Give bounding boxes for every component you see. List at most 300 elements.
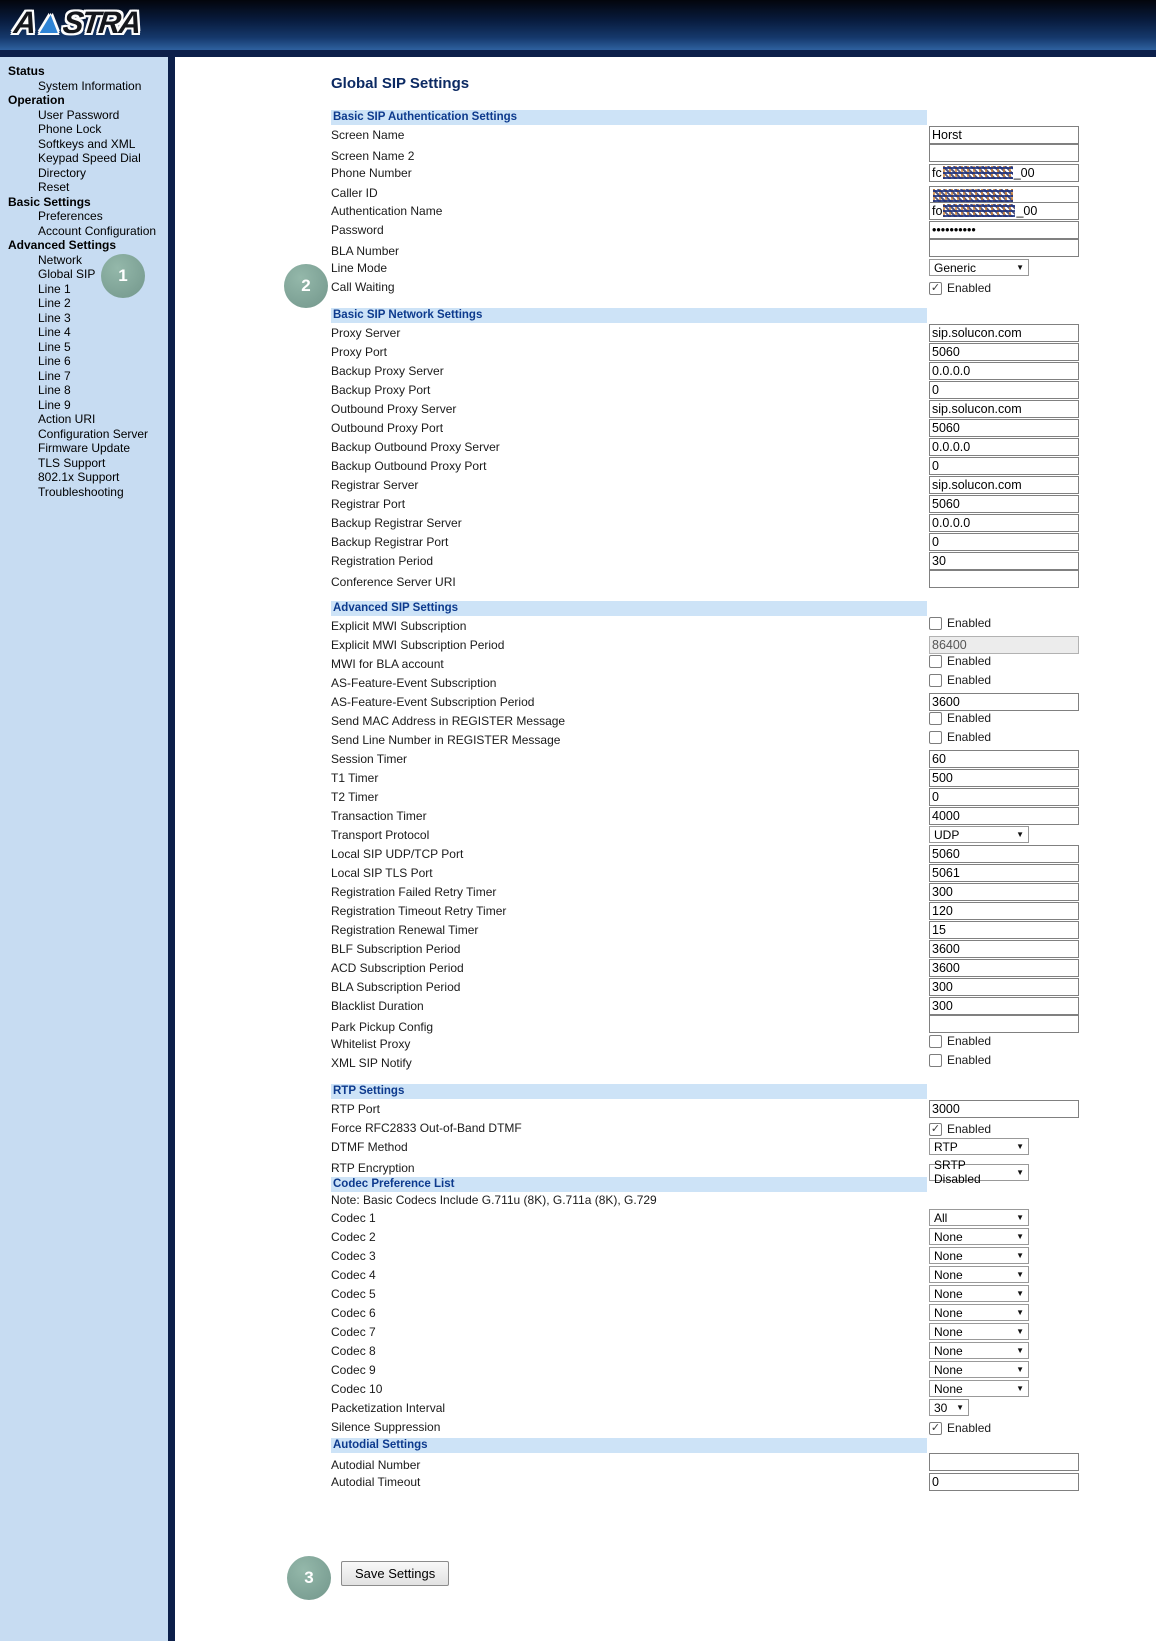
chevron-down-icon: ▼ bbox=[1016, 1327, 1024, 1336]
field-label: Outbound Proxy Server bbox=[331, 401, 457, 416]
field-label: Codec 9 bbox=[331, 1362, 376, 1377]
field-control bbox=[929, 921, 1156, 939]
text-input-registration-failed-retry-timer[interactable]: 300 bbox=[929, 883, 1079, 901]
sidebar-item-phone-lock[interactable]: Phone Lock bbox=[38, 122, 102, 136]
field-control bbox=[929, 1266, 1156, 1284]
field-label: Proxy Port bbox=[331, 344, 388, 359]
text-input-local-sip-tls-port[interactable]: 5061 bbox=[929, 864, 1079, 882]
field-control bbox=[929, 457, 1156, 475]
field-control bbox=[929, 1209, 1156, 1227]
field-control bbox=[929, 1361, 1156, 1379]
text-input-registration-renewal-timer[interactable]: 15 bbox=[929, 921, 1079, 939]
redacted-prefix: fo bbox=[932, 203, 943, 218]
logo-triangle-icon: ▲ bbox=[32, 5, 65, 40]
select-value: None bbox=[934, 1229, 963, 1244]
field-control bbox=[929, 552, 1156, 570]
sidebar-item-troubleshooting[interactable]: Troubleshooting bbox=[38, 484, 124, 499]
form-row-codec-2 bbox=[331, 1227, 1156, 1246]
chevron-down-icon: ▼ bbox=[1016, 1308, 1024, 1317]
sidebar-item-account-configuration[interactable]: Account Configuration bbox=[38, 223, 157, 238]
sidebar-item-softkeys-and-xml[interactable]: Softkeys and XML bbox=[38, 136, 136, 151]
form-row-bla-subscription-period bbox=[331, 977, 1156, 996]
form-row-outbound-proxy-server bbox=[331, 399, 1156, 418]
form-row-autodial-timeout bbox=[331, 1472, 1156, 1491]
text-input-registration-period[interactable]: 30 bbox=[929, 552, 1079, 570]
form-row-acd-subscription-period bbox=[331, 958, 1156, 977]
select-codec-2[interactable] bbox=[929, 1228, 1029, 1245]
form-row-caller-id bbox=[331, 182, 1156, 201]
field-control bbox=[929, 419, 1156, 437]
field-label: Silence Suppression bbox=[331, 1419, 441, 1434]
field-control bbox=[929, 400, 1156, 418]
form-row-codec-7 bbox=[331, 1322, 1156, 1341]
checkbox-row-mwi-for-bla-account bbox=[929, 654, 991, 668]
redacted-pixelated-value bbox=[943, 204, 1015, 217]
field-control bbox=[929, 1285, 1156, 1303]
section-header-autodial-settings: Autodial Settings bbox=[331, 1438, 927, 1453]
field-control bbox=[929, 362, 1156, 380]
sidebar-item-line-3[interactable]: Line 3 bbox=[38, 310, 71, 325]
logo-letter: A bbox=[12, 5, 37, 40]
checkbox-row-explicit-mwi-subscription bbox=[929, 616, 991, 630]
save-settings-button[interactable]: Save Settings bbox=[341, 1561, 449, 1586]
annotation-marker-2: 2 bbox=[284, 264, 328, 308]
text-input-registration-timeout-retry-timer[interactable]: 120 bbox=[929, 902, 1079, 920]
field-control bbox=[929, 788, 1156, 806]
field-label: Transaction Timer bbox=[331, 808, 427, 823]
select-value: None bbox=[934, 1248, 963, 1263]
field-label: Password bbox=[331, 222, 384, 237]
field-control bbox=[929, 324, 1156, 342]
sidebar-item-line-7[interactable]: Line 7 bbox=[38, 368, 71, 383]
section-header-rtp-settings: RTP Settings bbox=[331, 1084, 927, 1099]
form-row-codec-3 bbox=[331, 1246, 1156, 1265]
select-value: SRTP Disabled bbox=[934, 1158, 981, 1186]
field-label: Codec 7 bbox=[331, 1324, 376, 1339]
form-row-call-waiting bbox=[331, 277, 1156, 296]
field-label: Blacklist Duration bbox=[331, 998, 424, 1013]
text-input-backup-outbound-proxy-port[interactable]: 0 bbox=[929, 457, 1079, 475]
text-input-blacklist-duration[interactable]: 300 bbox=[929, 997, 1079, 1015]
form-row-backup-registrar-port bbox=[331, 532, 1156, 551]
checkbox-row-send-mac-address-in-register-message bbox=[929, 711, 991, 725]
field-label: MWI for BLA account bbox=[331, 656, 444, 671]
text-input-outbound-proxy-port[interactable]: 5060 bbox=[929, 419, 1079, 437]
field-control bbox=[929, 1418, 1156, 1436]
form-row-transaction-timer bbox=[331, 806, 1156, 825]
form-row-proxy-port bbox=[331, 342, 1156, 361]
field-control bbox=[929, 1342, 1156, 1360]
select-line-mode[interactable] bbox=[929, 259, 1029, 276]
text-input-backup-registrar-port[interactable]: 0 bbox=[929, 533, 1079, 551]
field-label: Transport Protocol bbox=[331, 827, 430, 842]
field-control bbox=[929, 654, 1156, 673]
chevron-down-icon: ▼ bbox=[1016, 263, 1024, 272]
field-control bbox=[929, 164, 1156, 182]
field-control bbox=[929, 514, 1156, 532]
select-dtmf-method[interactable] bbox=[929, 1138, 1029, 1155]
select-value: None bbox=[934, 1324, 963, 1339]
field-label: BLA Subscription Period bbox=[331, 979, 461, 994]
text-input-park-pickup-config[interactable] bbox=[929, 1015, 1079, 1033]
sidebar-nav bbox=[0, 57, 168, 1641]
form-row-backup-outbound-proxy-server bbox=[331, 437, 1156, 456]
field-control bbox=[929, 1380, 1156, 1398]
form-row-registrar-port bbox=[331, 494, 1156, 513]
form-row-conference-server-uri bbox=[331, 570, 1156, 589]
form-row-authentication-name bbox=[331, 201, 1156, 220]
checkbox-row-force-rfc2833-out-of-band-dtmf bbox=[929, 1122, 991, 1136]
aastra-logo bbox=[12, 5, 141, 41]
field-control bbox=[929, 616, 1156, 635]
field-control bbox=[929, 221, 1156, 239]
form-row-outbound-proxy-port bbox=[331, 418, 1156, 437]
field-label: Backup Registrar Server bbox=[331, 515, 462, 530]
field-label: Conference Server URI bbox=[331, 574, 456, 589]
text-input-blf-subscription-period[interactable]: 3600 bbox=[929, 940, 1079, 958]
field-control bbox=[929, 978, 1156, 996]
sidebar-item-network[interactable]: Network bbox=[38, 252, 83, 267]
form-row-bla-number bbox=[331, 239, 1156, 258]
field-label: Outbound Proxy Port bbox=[331, 420, 444, 435]
form-row-codec-9 bbox=[331, 1360, 1156, 1379]
annotation-marker-3: 3 bbox=[287, 1556, 331, 1600]
field-label: T2 Timer bbox=[331, 789, 379, 804]
chevron-down-icon: ▼ bbox=[1016, 1289, 1024, 1298]
sidebar-group-advanced-settings: Advanced Settings bbox=[8, 238, 117, 252]
field-label: ACD Subscription Period bbox=[331, 960, 464, 975]
checkbox-force-rfc2833-out-of-band-dtmf[interactable]: ✓ bbox=[930, 1122, 941, 1135]
logo-letters: STRA bbox=[61, 5, 142, 40]
field-label: Registrar Port bbox=[331, 496, 406, 511]
form-row-rtp-port bbox=[331, 1099, 1156, 1118]
select-value: None bbox=[934, 1305, 963, 1320]
field-label: BLF Subscription Period bbox=[331, 941, 461, 956]
redacted-suffix: _00 bbox=[1013, 165, 1035, 180]
sidebar-item-line-2[interactable]: Line 2 bbox=[38, 296, 71, 310]
field-label: Codec 10 bbox=[331, 1381, 383, 1396]
text-input-backup-proxy-server[interactable]: 0.0.0.0 bbox=[929, 362, 1079, 380]
sidebar-item-line-1[interactable]: Line 1 bbox=[38, 281, 71, 296]
text-input-backup-outbound-proxy-server[interactable]: 0.0.0.0 bbox=[929, 438, 1079, 456]
field-label: Codec 5 bbox=[331, 1286, 376, 1301]
text-input-screen-name-2[interactable] bbox=[929, 144, 1079, 162]
text-input-backup-proxy-port[interactable]: 0 bbox=[929, 381, 1079, 399]
sidebar-item-keypad-speed-dial[interactable]: Keypad Speed Dial bbox=[38, 151, 141, 165]
field-control bbox=[929, 673, 1156, 692]
select-rtp-encryption[interactable] bbox=[929, 1158, 1029, 1186]
sidebar-item-line-9[interactable]: Line 9 bbox=[38, 397, 71, 412]
field-label: Codec 6 bbox=[331, 1305, 376, 1320]
select-value: All bbox=[934, 1210, 948, 1225]
sidebar-item-line-4[interactable]: Line 4 bbox=[38, 325, 71, 339]
page-title: Global SIP Settings bbox=[331, 75, 470, 92]
field-control bbox=[929, 845, 1156, 863]
checkbox-label: Enabled bbox=[947, 281, 992, 295]
field-label: Codec 4 bbox=[331, 1267, 376, 1282]
redacted-pixelated-value bbox=[943, 166, 1013, 179]
text-input-t2-timer[interactable]: 0 bbox=[929, 788, 1079, 806]
field-label: AS-Feature-Event Subscription bbox=[331, 675, 497, 690]
field-control bbox=[929, 864, 1156, 882]
field-label: Explicit MWI Subscription bbox=[331, 618, 467, 633]
checkbox-whitelist-proxy[interactable] bbox=[929, 1035, 942, 1048]
checkbox-call-waiting[interactable]: ✓ bbox=[930, 281, 941, 294]
form-row-transport-protocol bbox=[331, 825, 1156, 844]
text-input-backup-registrar-server[interactable]: 0.0.0.0 bbox=[929, 514, 1079, 532]
form-row-codec-1 bbox=[331, 1208, 1156, 1227]
form-row-autodial-number bbox=[331, 1453, 1156, 1472]
text-input-as-feature-event-subscription-period[interactable]: 3600 bbox=[929, 693, 1079, 711]
field-label: Backup Proxy Server bbox=[331, 363, 444, 378]
sidebar-item-firmware-update[interactable]: Firmware Update bbox=[38, 441, 131, 455]
select-codec-1[interactable] bbox=[929, 1209, 1029, 1226]
form-row-codec-6 bbox=[331, 1303, 1156, 1322]
select-codec-5[interactable] bbox=[929, 1285, 1029, 1302]
form-row-line-mode bbox=[331, 258, 1156, 277]
select-codec-9[interactable] bbox=[929, 1361, 1029, 1378]
page-layout bbox=[0, 57, 1156, 1641]
text-input-registrar-port[interactable]: 5060 bbox=[929, 495, 1079, 513]
sidebar-item-line-8[interactable]: Line 8 bbox=[38, 383, 71, 397]
field-label: Backup Proxy Port bbox=[331, 382, 431, 397]
checkbox-row-xml-sip-notify bbox=[929, 1053, 991, 1067]
sidebar-item-line-6[interactable]: Line 6 bbox=[38, 354, 71, 368]
text-input-autodial-number[interactable] bbox=[929, 1453, 1079, 1471]
form-row-t2-timer bbox=[331, 787, 1156, 806]
field-control bbox=[929, 1304, 1156, 1322]
form-row-registrar-server bbox=[331, 475, 1156, 494]
field-control bbox=[929, 883, 1156, 901]
text-input-bla-subscription-period[interactable]: 300 bbox=[929, 978, 1079, 996]
form-row-as-feature-event-subscription-period bbox=[331, 692, 1156, 711]
sidebar-item-tls-support[interactable]: TLS Support bbox=[38, 455, 106, 470]
text-input-transaction-timer[interactable]: 4000 bbox=[929, 807, 1079, 825]
text-input-outbound-proxy-server[interactable]: sip.solucon.com bbox=[929, 400, 1079, 418]
select-transport-protocol[interactable] bbox=[929, 826, 1029, 843]
field-label: Autodial Timeout bbox=[331, 1474, 421, 1489]
field-label: DTMF Method bbox=[331, 1139, 408, 1154]
sidebar-group-status: Status bbox=[8, 64, 45, 78]
select-codec-4[interactable] bbox=[929, 1266, 1029, 1283]
form-row-registration-timeout-retry-timer bbox=[331, 901, 1156, 920]
field-control bbox=[929, 750, 1156, 768]
text-input-authentication-name[interactable] bbox=[929, 202, 1079, 220]
sidebar-divider bbox=[168, 57, 175, 1641]
field-label: Explicit MWI Subscription Period bbox=[331, 637, 505, 652]
text-input-local-sip-udp-tcp-port[interactable]: 5060 bbox=[929, 845, 1079, 863]
field-label: T1 Timer bbox=[331, 770, 379, 785]
text-input-acd-subscription-period[interactable]: 3600 bbox=[929, 959, 1079, 977]
field-control bbox=[929, 997, 1156, 1015]
form-row-blacklist-duration bbox=[331, 996, 1156, 1015]
field-label: RTP Port bbox=[331, 1101, 380, 1116]
text-input-session-timer[interactable]: 60 bbox=[929, 750, 1079, 768]
checkbox-mwi-for-bla-account[interactable] bbox=[929, 655, 942, 668]
select-value: None bbox=[934, 1362, 963, 1377]
form-row-as-feature-event-subscription bbox=[331, 673, 1156, 692]
form-row-backup-proxy-port bbox=[331, 380, 1156, 399]
field-control bbox=[929, 570, 1156, 593]
text-input-bla-number[interactable] bbox=[929, 239, 1079, 257]
text-input-phone-number[interactable] bbox=[929, 164, 1079, 182]
field-control bbox=[929, 202, 1156, 220]
sidebar-item-global-sip[interactable]: Global SIP bbox=[38, 267, 96, 281]
field-control bbox=[929, 259, 1156, 277]
checkbox-label: Enabled bbox=[947, 730, 992, 745]
field-label: Codec 2 bbox=[331, 1229, 376, 1244]
chevron-down-icon: ▼ bbox=[1016, 1167, 1024, 1177]
section-header-codec-preference-list: Codec Preference List bbox=[331, 1177, 927, 1192]
field-label: Registration Failed Retry Timer bbox=[331, 884, 497, 899]
field-control bbox=[929, 1138, 1156, 1156]
form-row-codec-4 bbox=[331, 1265, 1156, 1284]
form-row-registration-period bbox=[331, 551, 1156, 570]
select-codec-7[interactable] bbox=[929, 1323, 1029, 1340]
field-control bbox=[929, 1399, 1156, 1417]
settings-form bbox=[331, 110, 1156, 1491]
select-value: RTP bbox=[934, 1139, 958, 1154]
form-row-mwi-for-bla-account bbox=[331, 654, 1156, 673]
select-codec-8[interactable] bbox=[929, 1342, 1029, 1359]
field-label: Whitelist Proxy bbox=[331, 1036, 411, 1051]
checkbox-label: Enabled bbox=[947, 1421, 992, 1435]
field-label: Registration Timeout Retry Timer bbox=[331, 903, 507, 918]
field-control bbox=[929, 959, 1156, 977]
field-label: Registration Renewal Timer bbox=[331, 922, 479, 937]
annotation-marker-1: 1 bbox=[101, 254, 145, 298]
sidebar-group-operation: Operation bbox=[8, 93, 65, 107]
chevron-down-icon: ▼ bbox=[956, 1403, 964, 1412]
checkbox-send-line-number-in-register-message[interactable] bbox=[929, 731, 942, 744]
form-row-backup-registrar-server bbox=[331, 513, 1156, 532]
sidebar-item-action-uri[interactable]: Action URI bbox=[38, 412, 96, 426]
field-label: XML SIP Notify bbox=[331, 1055, 412, 1070]
sidebar-item-directory[interactable]: Directory bbox=[38, 165, 87, 180]
checkbox-row-as-feature-event-subscription bbox=[929, 673, 991, 687]
field-label: Park Pickup Config bbox=[331, 1019, 434, 1034]
chevron-down-icon: ▼ bbox=[1016, 1213, 1024, 1222]
chevron-down-icon: ▼ bbox=[1016, 1251, 1024, 1260]
form-row-silence-suppression bbox=[331, 1417, 1156, 1436]
field-control bbox=[929, 278, 1156, 296]
field-control bbox=[929, 1156, 1156, 1186]
field-label: Force RFC2833 Out-of-Band DTMF bbox=[331, 1120, 522, 1135]
form-row-t1-timer bbox=[331, 768, 1156, 787]
text-input-conference-server-uri[interactable] bbox=[929, 570, 1079, 588]
sidebar-item-802-1x-support[interactable]: 802.1x Support bbox=[38, 470, 120, 484]
field-control bbox=[929, 693, 1156, 711]
checkbox-as-feature-event-subscription[interactable] bbox=[929, 674, 942, 687]
text-input-rtp-port[interactable]: 3000 bbox=[929, 1100, 1079, 1118]
text-input-explicit-mwi-subscription-period: 86400 bbox=[929, 636, 1079, 654]
select-codec-6[interactable] bbox=[929, 1304, 1029, 1321]
codec-note: Note: Basic Codecs Include G.711u (8K), G.711a (8K), G.729 bbox=[331, 1193, 657, 1207]
form-row-force-rfc2833-out-of-band-dtmf bbox=[331, 1118, 1156, 1137]
field-label: AS-Feature-Event Subscription Period bbox=[331, 694, 535, 709]
redacted-pixelated-value bbox=[933, 189, 1013, 202]
checkbox-xml-sip-notify[interactable] bbox=[929, 1054, 942, 1067]
field-control bbox=[929, 533, 1156, 551]
checkbox-row-whitelist-proxy bbox=[929, 1034, 991, 1048]
password-input-password[interactable]: •••••••••• bbox=[929, 221, 1079, 239]
field-label: Local SIP TLS Port bbox=[331, 865, 433, 880]
form-row-phone-number bbox=[331, 163, 1156, 182]
sidebar-item-reset[interactable]: Reset bbox=[38, 180, 70, 194]
form-row-local-sip-tls-port bbox=[331, 863, 1156, 882]
field-label: Session Timer bbox=[331, 751, 408, 766]
sidebar-item-line-5[interactable]: Line 5 bbox=[38, 339, 71, 354]
field-label: RTP Encryption bbox=[331, 1161, 415, 1176]
field-label: Backup Outbound Proxy Server bbox=[331, 439, 500, 454]
section-header-basic-sip-authentication-settings: Basic SIP Authentication Settings bbox=[331, 110, 927, 125]
form-row-send-mac-address-in-register-message bbox=[331, 711, 1156, 730]
chevron-down-icon: ▼ bbox=[1016, 1346, 1024, 1355]
sidebar-item-configuration-server[interactable]: Configuration Server bbox=[38, 426, 149, 441]
text-input-proxy-server[interactable]: sip.solucon.com bbox=[929, 324, 1079, 342]
form-row-xml-sip-notify bbox=[331, 1053, 1156, 1072]
chevron-down-icon: ▼ bbox=[1016, 830, 1024, 839]
sidebar-item-user-password[interactable]: User Password bbox=[38, 107, 120, 122]
banner-bottom-edge bbox=[0, 50, 1156, 57]
field-control bbox=[929, 730, 1156, 749]
chevron-down-icon: ▼ bbox=[1016, 1365, 1024, 1374]
field-label: Registration Period bbox=[331, 553, 434, 568]
checkbox-silence-suppression[interactable]: ✓ bbox=[930, 1421, 941, 1434]
form-row-registration-renewal-timer bbox=[331, 920, 1156, 939]
sidebar-item-system-information[interactable]: System Information bbox=[38, 78, 142, 93]
field-control bbox=[929, 381, 1156, 399]
select-value: None bbox=[934, 1286, 963, 1301]
chevron-down-icon: ▼ bbox=[1016, 1384, 1024, 1393]
field-control bbox=[929, 1034, 1156, 1053]
form-row-dtmf-method bbox=[331, 1137, 1156, 1156]
chevron-down-icon: ▼ bbox=[1016, 1232, 1024, 1241]
select-codec-3[interactable] bbox=[929, 1247, 1029, 1264]
form-row-local-sip-udp-tcp-port bbox=[331, 844, 1156, 863]
sidebar-item-preferences[interactable]: Preferences bbox=[38, 209, 103, 223]
field-label: Autodial Number bbox=[331, 1457, 421, 1472]
redacted-suffix: _00 bbox=[1016, 203, 1038, 218]
field-control bbox=[929, 495, 1156, 513]
field-control bbox=[929, 126, 1156, 144]
checkbox-label: Enabled bbox=[947, 1053, 992, 1068]
field-label: Phone Number bbox=[331, 165, 412, 180]
form-row-screen-name bbox=[331, 125, 1156, 144]
field-control bbox=[929, 940, 1156, 958]
text-input-autodial-timeout[interactable]: 0 bbox=[929, 1473, 1079, 1491]
select-value: 30 bbox=[934, 1400, 948, 1415]
save-row bbox=[341, 1561, 1156, 1586]
form-row-session-timer bbox=[331, 749, 1156, 768]
select-codec-10[interactable] bbox=[929, 1380, 1029, 1397]
field-control bbox=[929, 1053, 1156, 1072]
text-input-t1-timer[interactable]: 500 bbox=[929, 769, 1079, 787]
form-row-codec-8 bbox=[331, 1341, 1156, 1360]
field-label: Screen Name bbox=[331, 127, 405, 142]
field-label: Backup Outbound Proxy Port bbox=[331, 458, 487, 473]
text-input-proxy-port[interactable]: 5060 bbox=[929, 343, 1079, 361]
select-value: UDP bbox=[934, 827, 960, 842]
form-row-park-pickup-config bbox=[331, 1015, 1156, 1034]
text-input-registrar-server[interactable]: sip.solucon.com bbox=[929, 476, 1079, 494]
checkbox-send-mac-address-in-register-message[interactable] bbox=[929, 712, 942, 725]
checkbox-explicit-mwi-subscription[interactable] bbox=[929, 617, 942, 630]
select-packetization-interval[interactable] bbox=[929, 1399, 969, 1416]
text-input-screen-name[interactable]: Horst bbox=[929, 126, 1079, 144]
redacted-prefix: fc bbox=[932, 165, 942, 180]
field-control bbox=[929, 438, 1156, 456]
